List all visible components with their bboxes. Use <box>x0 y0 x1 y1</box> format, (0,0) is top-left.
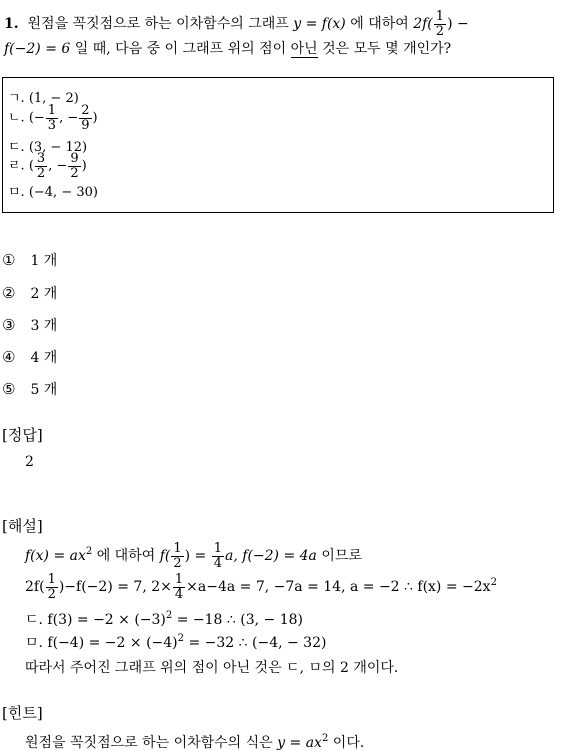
choice-text: 4 개 <box>30 350 58 366</box>
choice-2[interactable] <box>2 286 57 301</box>
choice-text: 2 개 <box>30 286 58 302</box>
choice-mark: ④ <box>2 348 16 366</box>
fraction: $\frac{1}{2}$ <box>435 9 445 39</box>
question-f2: 2f( <box>413 16 433 33</box>
choice-5[interactable] <box>2 382 57 397</box>
choice-mark: ⑤ <box>2 380 16 398</box>
answer-value: 2 <box>25 454 34 470</box>
solution-line-1: $f(x) = ax^2$ 에 대하여 f( $\frac{1}{2}$ ) = $\frac{1}{4}$ a, f(−2) = 4a 이므로 <box>25 541 362 571</box>
choice-mark: ③ <box>2 316 16 334</box>
solution-label: [해설] <box>2 517 43 535</box>
option-a: ㄱ. (1, − 2) <box>8 91 79 106</box>
hint-label: [힌트] <box>2 704 43 722</box>
hint-text: 원점을 꼭짓점으로 하는 이차함수의 식은 $y = ax^2$ 이다. <box>25 733 365 751</box>
question-text-d: 것은 모두 몇 개인가? <box>322 41 452 57</box>
choice-4[interactable] <box>2 350 57 365</box>
choice-1[interactable] <box>2 253 57 268</box>
question-text-b: 에 대하여 <box>350 16 409 33</box>
underlined-word: 아닌 <box>290 41 318 57</box>
question-text-c: 일 때, 다음 중 이 그래프 위의 점이 <box>74 41 287 57</box>
question-number: 1. <box>4 16 19 33</box>
question-line-1 <box>4 10 469 38</box>
option-c: ㄷ. (3, − 12) <box>8 140 88 155</box>
option-b: ㄴ. (− $\frac{1}{3}$ , − $\frac{2}{9}$ ) <box>8 103 98 133</box>
question-line-2 <box>4 42 451 56</box>
choice-text: 1 개 <box>30 253 58 269</box>
question-text: 원점을 꼭짓점으로 하는 이차함수의 그래프 <box>27 16 289 33</box>
solution-line-5: 따라서 주어진 그래프 위의 점이 아닌 것은 ㄷ, ㅁ의 2 개이다. <box>25 660 399 676</box>
solution-line-4: ㅁ. $f(-4) = -2 \times (-4)^2 = -32$ ∴ (−4, − 32) <box>25 633 327 651</box>
question-equation: y = f(x) <box>293 16 346 33</box>
solution-line-2: 2f( $\frac{1}{2}$ )−f(−2) = 7, 2× $\frac{1}{4}$ ×a−4a = 7, −7a = 14, a = −2 ∴ $f(x) = -2x^2$ <box>25 572 497 602</box>
choice-mark: ① <box>2 251 16 269</box>
choice-text: 5 개 <box>30 382 58 398</box>
question-f2-end: ) − <box>447 16 469 33</box>
choice-3[interactable] <box>2 318 57 333</box>
solution-line-3: ㄷ. $f(3) = -2 \times (-3)^2 = -18$ ∴ (3, − 18) <box>25 610 303 628</box>
question-condition: f(−2) = 6 <box>4 41 71 57</box>
option-e: ㅁ. (−4, − 30) <box>8 185 98 200</box>
choice-mark: ② <box>2 284 16 302</box>
answer-label: [정답] <box>2 426 43 444</box>
choice-text: 3 개 <box>30 318 58 334</box>
option-d: ㄹ. ( $\frac{3}{2}$ , − $\frac{9}{2}$ ) <box>8 151 87 181</box>
